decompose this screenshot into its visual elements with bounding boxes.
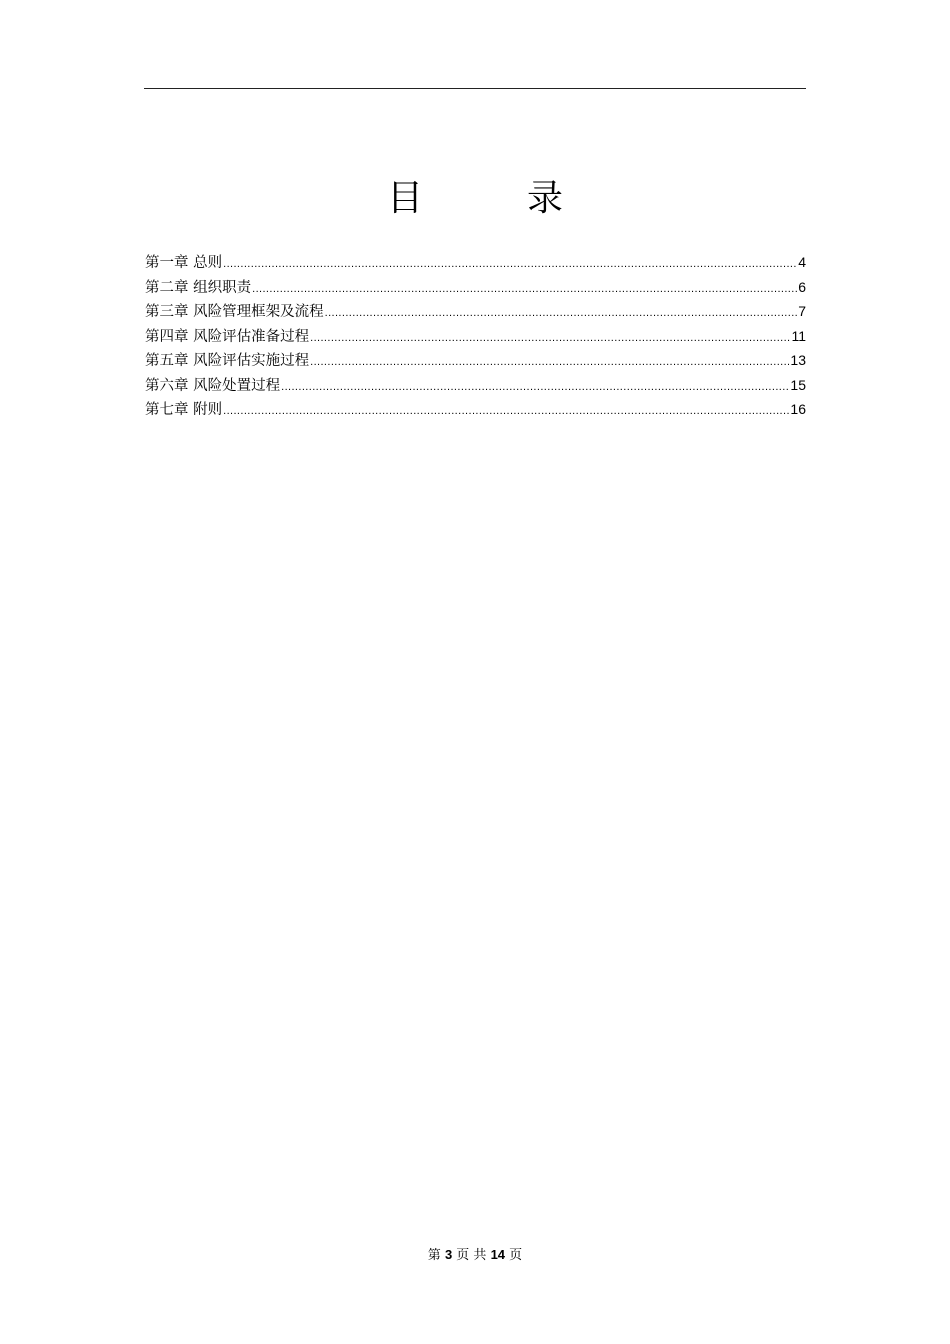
toc-dot-leader (252, 277, 797, 302)
toc-entry-page: 7 (798, 303, 806, 319)
footer-middle: 页 共 (452, 1248, 491, 1263)
toc-entry-label: 第七章 附则 (145, 402, 223, 418)
toc-entry-page: 11 (791, 327, 806, 344)
toc-entry-page: 4 (798, 254, 806, 270)
toc-entry-page: 6 (798, 278, 806, 295)
footer-current-page: 3 (444, 1247, 453, 1262)
toc-entry-label: 第二章 组织职责 (145, 279, 252, 296)
toc-entry-page: 16 (790, 401, 806, 417)
toc-entry-label: 第三章 风险管理框架及流程 (145, 304, 324, 320)
toc-entry-7[interactable] (145, 397, 806, 422)
toc-entry-page: 15 (790, 376, 806, 393)
footer-prefix: 第 (427, 1248, 445, 1263)
header-rule (144, 88, 806, 89)
toc-dot-leader (223, 252, 797, 277)
toc-title: 目 录 (386, 178, 597, 219)
toc-entry-6[interactable] (145, 373, 806, 398)
toc-entry-3[interactable] (145, 299, 806, 324)
toc-entry-label: 第六章 风险处置过程 (145, 377, 281, 394)
toc-entry-label: 第四章 风险评估准备过程 (145, 328, 310, 345)
toc-dot-leader (325, 301, 798, 326)
toc-entry-2[interactable] (145, 275, 806, 300)
page-footer (0, 1245, 950, 1266)
toc-entry-label: 第一章 总则 (145, 255, 223, 271)
toc-entry-4[interactable] (145, 324, 806, 349)
toc-entry-page: 13 (790, 352, 806, 368)
footer-total-pages: 14 (490, 1247, 506, 1262)
footer-suffix: 页 (505, 1248, 523, 1263)
toc-dot-leader (281, 375, 789, 400)
toc-dot-leader (223, 399, 789, 424)
toc-entry-5[interactable] (145, 348, 806, 373)
toc-dot-leader (310, 350, 789, 375)
toc-dot-leader (310, 326, 790, 351)
table-of-contents (145, 250, 806, 422)
toc-entry-1[interactable] (145, 250, 806, 275)
toc-entry-label: 第五章 风险评估实施过程 (145, 353, 310, 369)
